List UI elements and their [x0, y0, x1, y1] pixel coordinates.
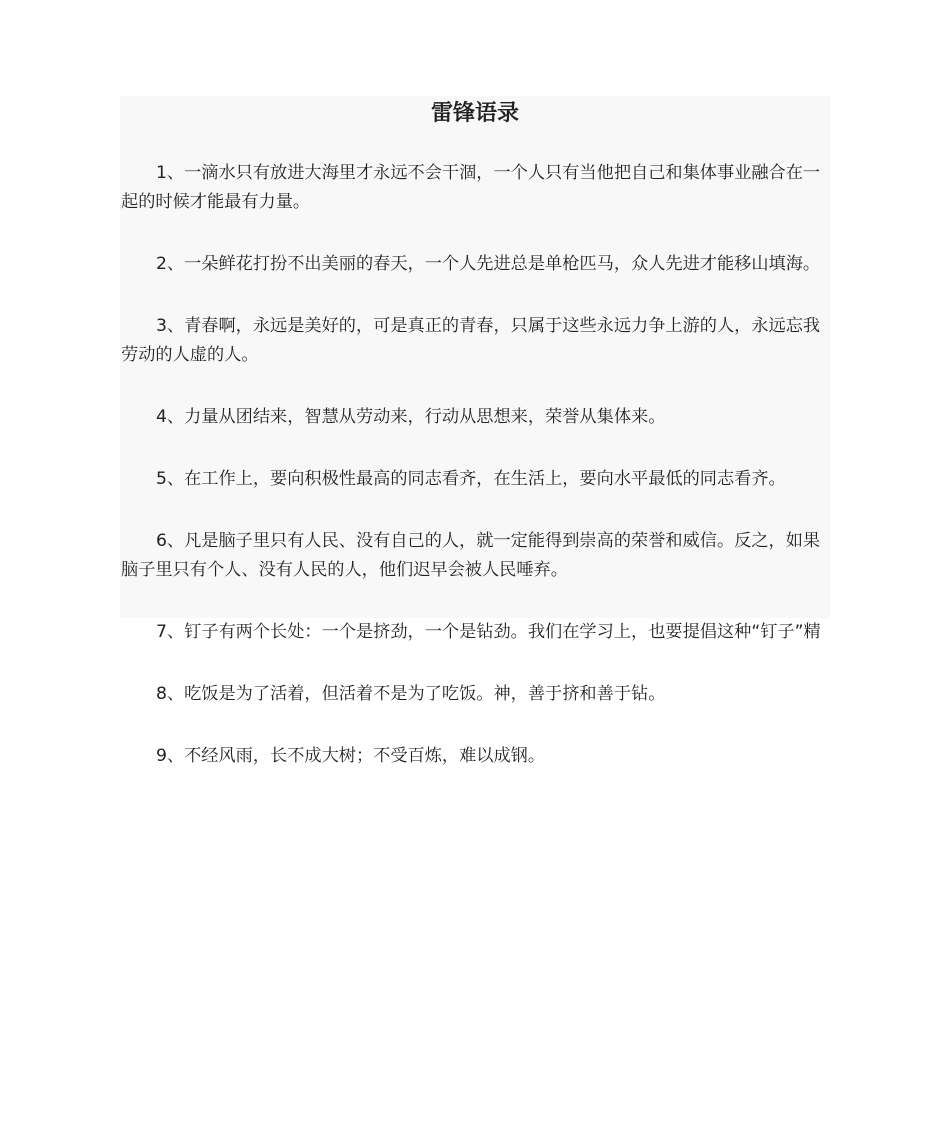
quote-paragraph-9: 9、不经风雨，长不成大树；不受百炼，难以成钢。 — [156, 746, 546, 766]
quote-paragraph-5: 5、在工作上，要向积极性最高的同志看齐，在生活上，要向水平最低的同志看齐。 — [156, 469, 786, 489]
quote-paragraph-7: 7、钉子有两个长处：一个是挤劲，一个是钻劲。我们在学习上，也要提倡这种“钉子”精 — [156, 622, 821, 642]
quote-paragraph-8: 8、吃饭是为了活着，但活着不是为了吃饭。神，善于挤和善于钻。 — [156, 684, 666, 704]
quote-paragraph-1: 1、一滴水只有放进大海里才永远不会干涸，一个人只有当他把自己和集体事业融合在一起的时候才能最有力量。 — [121, 163, 821, 212]
quote-paragraph-2: 2、一朵鲜花打扮不出美丽的春天，一个人先进总是单枪匹马，众人先进才能移山填海。 — [156, 254, 821, 274]
document-body — [121, 96, 829, 804]
quote-paragraph-4: 4、力量从团结来，智慧从劳动来，行动从思想来，荣誉从集体来。 — [156, 407, 666, 427]
quote-paragraph-6: 6、凡是脑子里只有人民、没有自己的人，就一定能得到崇高的荣誉和威信。反之，如果脑子里只有个人、没有人民的人，他们迟早会被人民唾弃。 — [121, 531, 821, 580]
document-title: 雷锋语录 — [430, 101, 519, 126]
quote-paragraph-3: 3、青春啊，永远是美好的，可是真正的青春，只属于这些永远力争上游的人，永远忘我劳动的人虚的人。 — [121, 316, 821, 365]
